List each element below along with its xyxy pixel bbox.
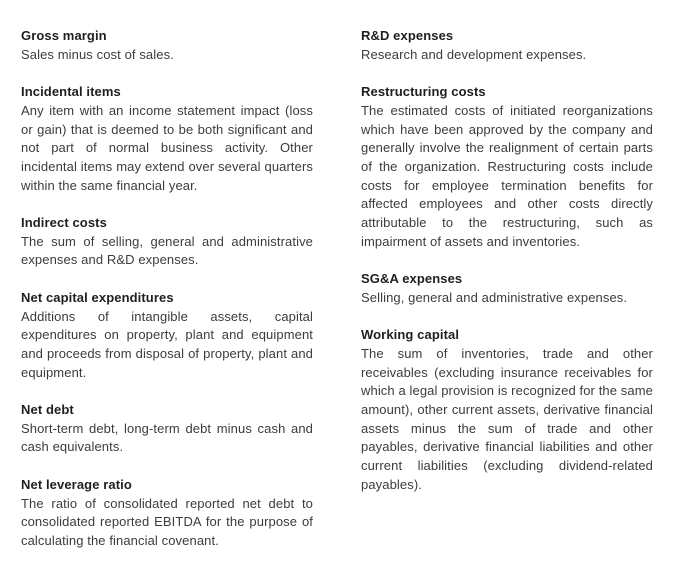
- glossary-entry-net-capital-expenditures: [21, 289, 313, 383]
- glossary-definition: Sales minus cost of sales.: [21, 46, 174, 62]
- glossary-columns: [21, 27, 653, 569]
- glossary-term: Working capital: [361, 327, 460, 343]
- glossary-entry-working-capital: [361, 326, 653, 494]
- glossary-term: Incidental items: [21, 84, 121, 100]
- glossary-definition: The sum of inventories, trade and other receivables (excluding insurance receivables for which a legal provision is recognized for the same amount), other current assets, derivative financial assets minus the sum of trade and other payables, derivative financial liabilities and other current liabilities (excluding dividend-related payables).: [361, 345, 653, 492]
- glossary-term: Net capital expenditures: [21, 289, 174, 305]
- glossary-entry-restructuring-costs: [361, 83, 653, 251]
- glossary-term: Restructuring costs: [361, 84, 486, 100]
- glossary-definition: Short-term debt, long-term debt minus cash and cash equivalents.: [21, 420, 313, 455]
- glossary-term: R&D expenses: [361, 28, 454, 43]
- glossary-definition: Research and development expenses.: [361, 46, 587, 62]
- glossary-definition: The estimated costs of initiated reorganizations which have been approved by the company and generally involve the realignment of certain parts of the organization. Restructuring costs include costs for employee termination benefits for affected employees and other costs directly attributable to the restructuring, such as impairment of assets and inventories.: [361, 102, 653, 249]
- glossary-term: Indirect costs: [21, 215, 107, 230]
- glossary-term: Net debt: [21, 402, 74, 417]
- glossary-definition: Selling, general and administrative expenses.: [361, 289, 628, 305]
- glossary-definition: Any item with an income statement impact (loss or gain) that is deemed to be both significant and not part of normal business activity. Other incidental items may extend over several quarters within the same financial year.: [21, 102, 313, 193]
- glossary-entry-net-leverage-ratio: [21, 476, 313, 551]
- glossary-entry-sga-expenses: [361, 270, 653, 307]
- glossary-entry-incidental-items: [21, 83, 313, 195]
- glossary-term: Gross margin: [21, 28, 107, 43]
- glossary-entry-indirect-costs: [21, 214, 313, 270]
- glossary-entry-net-debt: [21, 401, 313, 457]
- glossary-definition: The sum of selling, general and administrative expenses and R&D expenses.: [21, 233, 313, 268]
- glossary-entry-gross-margin: [21, 27, 313, 64]
- glossary-column-right: [361, 27, 653, 513]
- glossary-term: Net leverage ratio: [21, 476, 132, 492]
- glossary-term: SG&A expenses: [361, 271, 463, 287]
- glossary-column-left: [21, 27, 313, 569]
- glossary-definition: The ratio of consolidated reported net debt to consolidated reported EBITDA for the purpose of calculating the financial covenant.: [21, 495, 313, 548]
- glossary-entry-rd-expenses: [361, 27, 653, 64]
- glossary-definition: Additions of intangible assets, capital expenditures on property, plant and equipment and proceeds from disposal of property, plant and equipment.: [21, 308, 313, 380]
